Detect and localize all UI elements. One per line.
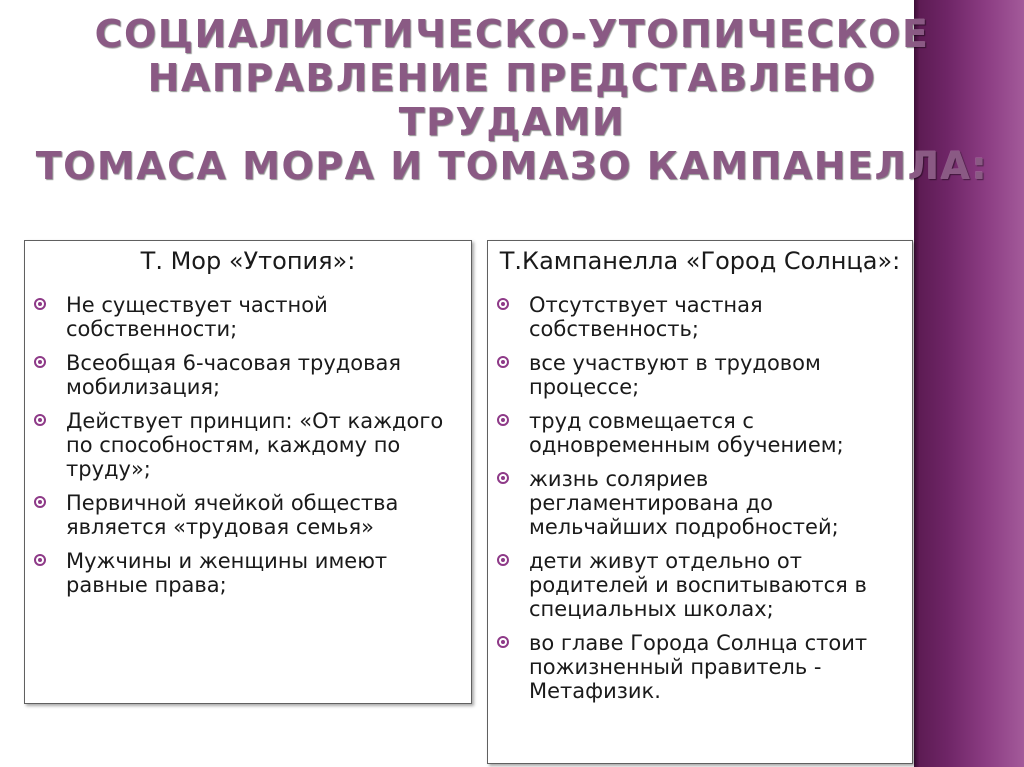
campanella-city-of-sun-box xyxy=(487,240,913,764)
circle-bullet-icon xyxy=(497,554,509,566)
list-item-text: жизнь соляриев регламентирована до мельчайших подробностей; xyxy=(529,467,839,539)
list-item xyxy=(488,549,912,621)
more-utopia-box xyxy=(24,240,472,704)
list-item xyxy=(25,351,471,399)
list-item xyxy=(488,351,912,399)
circle-bullet-icon xyxy=(497,414,509,426)
circle-bullet-icon xyxy=(34,356,46,368)
list-item xyxy=(488,467,912,539)
list-item-text: труд совмещается с одновременным обучением; xyxy=(529,409,844,457)
list-item-text: все участвуют в трудовом процессе; xyxy=(529,351,821,399)
list-item-text: Не существует частной собственности; xyxy=(66,293,328,341)
list-item xyxy=(488,631,912,703)
list-item-text: Всеобщая 6-часовая трудовая мобилизация; xyxy=(66,351,402,399)
list-item-text: во главе Города Солнца стоит пожизненный правитель - Метафизик. xyxy=(529,631,868,703)
slide-title xyxy=(0,12,1024,188)
list-item xyxy=(25,293,471,341)
campanella-list xyxy=(488,275,912,703)
list-item-text: Отсутствует частная собственность; xyxy=(529,293,763,341)
more-utopia-heading: Т. Мор «Утопия»: xyxy=(140,247,356,275)
title-line-3: ТРУДАМИ xyxy=(398,100,626,144)
list-item-text: Мужчины и женщины имеют равные права; xyxy=(66,549,388,597)
campanella-heading: Т.Кампанелла «Город Солнца»: xyxy=(499,247,901,275)
circle-bullet-icon xyxy=(34,554,46,566)
more-utopia-list xyxy=(25,275,471,597)
circle-bullet-icon xyxy=(497,356,509,368)
title-line-1: СОЦИАЛИСТИЧЕСКО-УТОПИЧЕСКОЕ xyxy=(94,12,930,56)
title-line-4: ТОМАСА МОРА И ТОМАЗО КАМПАНЕЛЛА: xyxy=(35,144,989,188)
list-item-text: Действует принцип: «От каждого по способностям, каждому по труду»; xyxy=(66,409,444,481)
list-item xyxy=(25,409,471,481)
list-item-text: дети живут отдельно от родителей и воспитываются в специальных школах; xyxy=(529,549,867,621)
list-item xyxy=(488,409,912,457)
circle-bullet-icon xyxy=(497,472,509,484)
list-item-text: Первичной ячейкой общества является «трудовая семья» xyxy=(66,491,399,539)
circle-bullet-icon xyxy=(34,298,46,310)
circle-bullet-icon xyxy=(497,636,509,648)
list-item xyxy=(25,491,471,539)
list-item xyxy=(25,549,471,597)
circle-bullet-icon xyxy=(34,414,46,426)
title-line-2: НАПРАВЛЕНИЕ ПРЕДСТАВЛЕНО xyxy=(147,56,877,100)
list-item xyxy=(488,293,912,341)
circle-bullet-icon xyxy=(497,298,509,310)
circle-bullet-icon xyxy=(34,496,46,508)
